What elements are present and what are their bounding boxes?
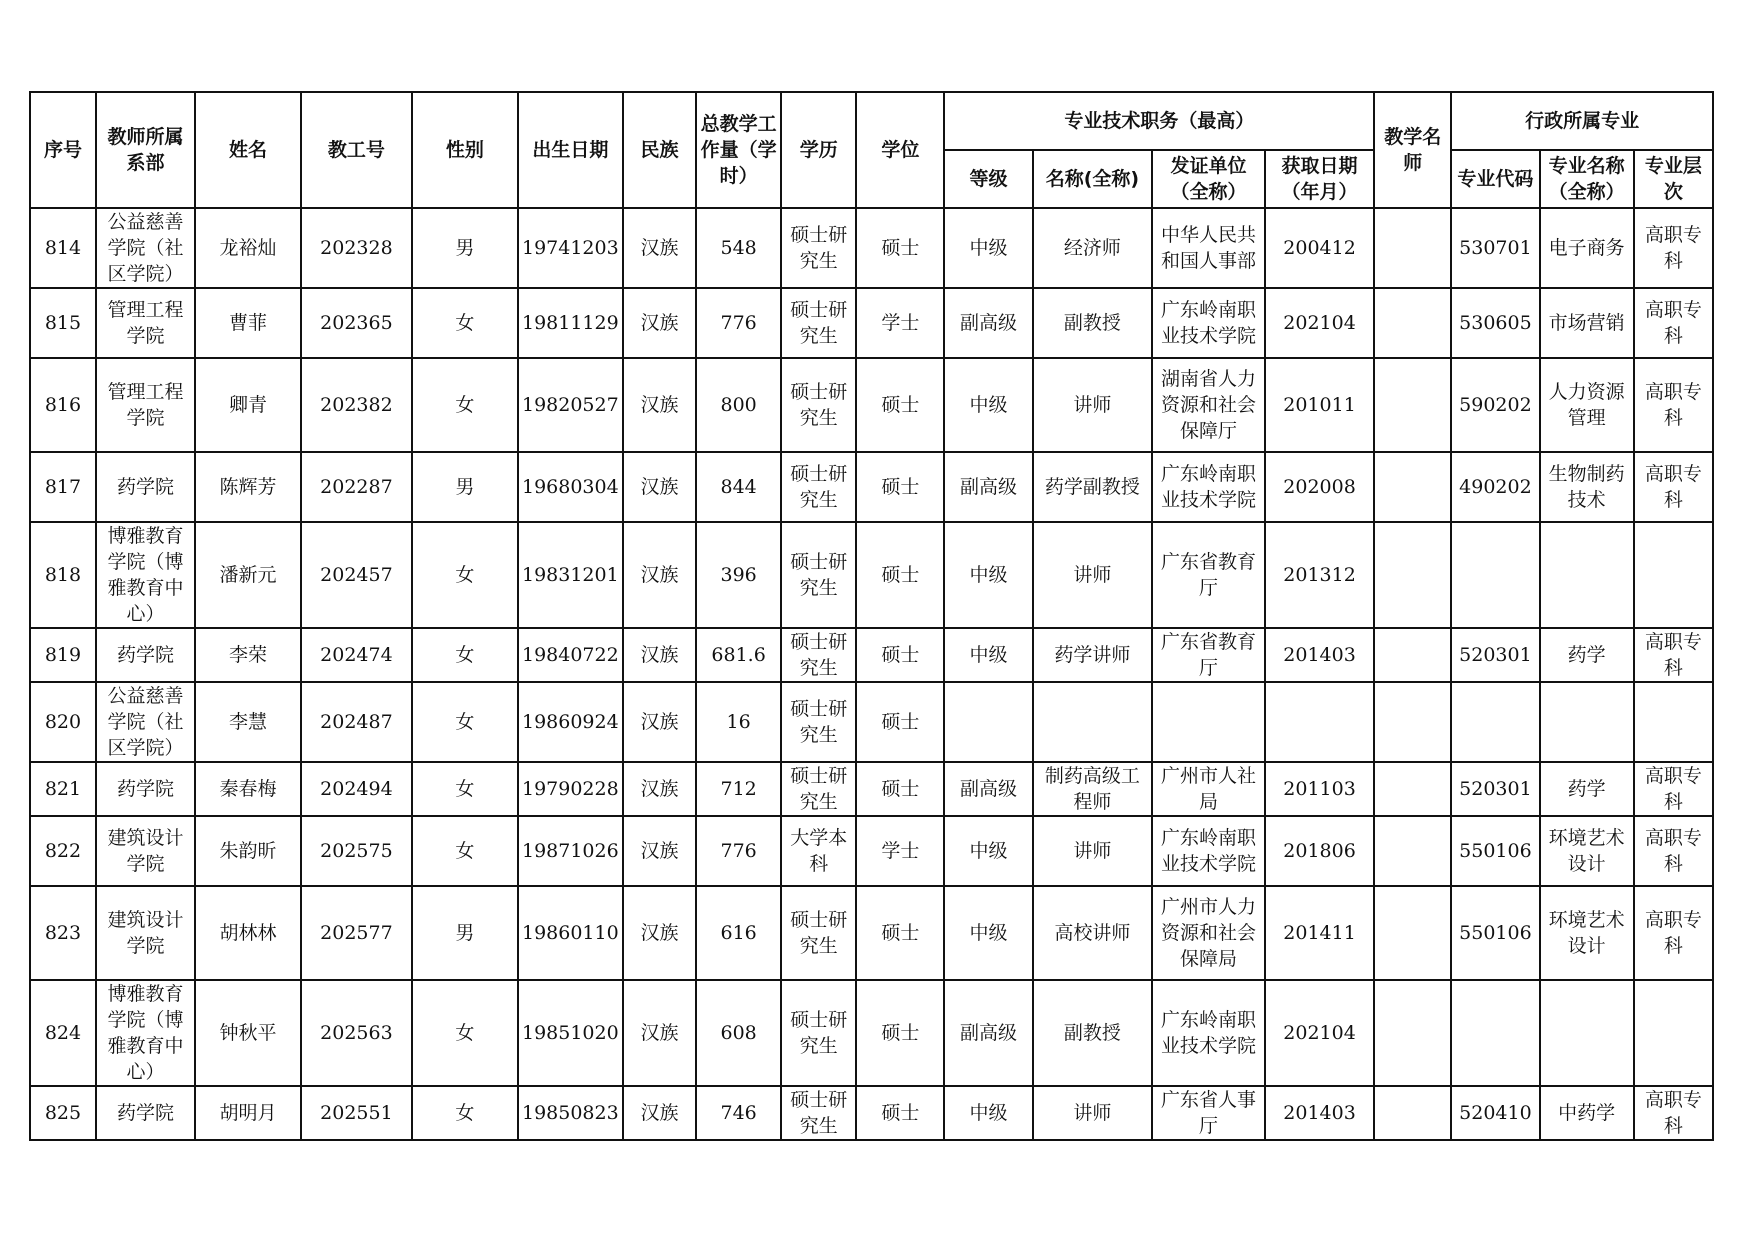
cell-major-code bbox=[1451, 682, 1539, 762]
cell-major-code: 520301 bbox=[1451, 628, 1539, 682]
cell-gender: 女 bbox=[412, 358, 517, 452]
cell-teaching-master bbox=[1374, 816, 1451, 886]
cell-major-code: 520410 bbox=[1451, 1086, 1539, 1140]
cell-ethnicity: 汉族 bbox=[623, 358, 696, 452]
table-row bbox=[30, 288, 1713, 358]
cell-department: 药学院 bbox=[96, 628, 195, 682]
cell-title-level: 中级 bbox=[944, 208, 1032, 288]
cell-teaching-master bbox=[1374, 682, 1451, 762]
cell-staff-id: 202577 bbox=[301, 886, 413, 980]
cell-ethnicity: 汉族 bbox=[623, 628, 696, 682]
cell-major-level: 高职专科 bbox=[1634, 452, 1713, 522]
cell-major-level: 高职专科 bbox=[1634, 816, 1713, 886]
header-degree: 学位 bbox=[856, 92, 944, 208]
cell-education: 硕士研究生 bbox=[781, 1086, 856, 1140]
cell-workload: 776 bbox=[696, 288, 781, 358]
table-row bbox=[30, 682, 1713, 762]
cell-staff-id: 202487 bbox=[301, 682, 413, 762]
cell-department: 管理工程学院 bbox=[96, 358, 195, 452]
cell-department: 药学院 bbox=[96, 1086, 195, 1140]
cell-seq: 824 bbox=[30, 980, 96, 1086]
header-major-level: 专业层次 bbox=[1634, 150, 1713, 208]
cell-title-level: 副高级 bbox=[944, 288, 1032, 358]
cell-education: 大学本科 bbox=[781, 816, 856, 886]
cell-workload: 396 bbox=[696, 522, 781, 628]
cell-major-level: 高职专科 bbox=[1634, 886, 1713, 980]
cell-workload: 746 bbox=[696, 1086, 781, 1140]
cell-education: 硕士研究生 bbox=[781, 452, 856, 522]
cell-education: 硕士研究生 bbox=[781, 628, 856, 682]
cell-issuer: 广州市人力资源和社会保障局 bbox=[1152, 886, 1265, 980]
cell-obtained-date: 202104 bbox=[1265, 288, 1375, 358]
cell-title-name: 药学副教授 bbox=[1033, 452, 1153, 522]
cell-ethnicity: 汉族 bbox=[623, 288, 696, 358]
cell-major-name: 生物制药技术 bbox=[1540, 452, 1634, 522]
staff-table bbox=[29, 91, 1714, 1141]
header-teaching-master: 教学名师 bbox=[1374, 92, 1451, 208]
cell-gender: 女 bbox=[412, 816, 517, 886]
cell-gender: 女 bbox=[412, 980, 517, 1086]
cell-ethnicity: 汉族 bbox=[623, 452, 696, 522]
cell-teaching-master bbox=[1374, 358, 1451, 452]
cell-obtained-date: 201312 bbox=[1265, 522, 1375, 628]
cell-seq: 815 bbox=[30, 288, 96, 358]
cell-name: 龙裕灿 bbox=[195, 208, 300, 288]
cell-major-level: 高职专科 bbox=[1634, 762, 1713, 816]
header-title-level: 等级 bbox=[944, 150, 1032, 208]
cell-issuer: 广东岭南职业技术学院 bbox=[1152, 452, 1265, 522]
cell-name: 潘新元 bbox=[195, 522, 300, 628]
cell-major-code: 530701 bbox=[1451, 208, 1539, 288]
cell-degree: 硕士 bbox=[856, 522, 944, 628]
cell-major-code: 490202 bbox=[1451, 452, 1539, 522]
cell-major-code: 590202 bbox=[1451, 358, 1539, 452]
table-body bbox=[30, 208, 1713, 1140]
cell-major-name: 药学 bbox=[1540, 762, 1634, 816]
cell-gender: 女 bbox=[412, 1086, 517, 1140]
cell-seq: 825 bbox=[30, 1086, 96, 1140]
cell-major-name bbox=[1540, 980, 1634, 1086]
cell-seq: 814 bbox=[30, 208, 96, 288]
cell-birth-date: 19840722 bbox=[518, 628, 623, 682]
cell-degree: 硕士 bbox=[856, 208, 944, 288]
cell-education: 硕士研究生 bbox=[781, 288, 856, 358]
cell-title-name: 副教授 bbox=[1033, 288, 1153, 358]
cell-major-name: 中药学 bbox=[1540, 1086, 1634, 1140]
cell-birth-date: 19850823 bbox=[518, 1086, 623, 1140]
cell-degree: 学士 bbox=[856, 288, 944, 358]
header-major-code: 专业代码 bbox=[1451, 150, 1539, 208]
cell-ethnicity: 汉族 bbox=[623, 682, 696, 762]
header-staff-id: 教工号 bbox=[301, 92, 413, 208]
cell-issuer: 广东省人事厅 bbox=[1152, 1086, 1265, 1140]
cell-department: 药学院 bbox=[96, 452, 195, 522]
cell-ethnicity: 汉族 bbox=[623, 886, 696, 980]
cell-staff-id: 202474 bbox=[301, 628, 413, 682]
cell-obtained-date: 201403 bbox=[1265, 628, 1375, 682]
cell-major-name: 环境艺术设计 bbox=[1540, 886, 1634, 980]
cell-staff-id: 202382 bbox=[301, 358, 413, 452]
header-obtained-date: 获取日期（年月） bbox=[1265, 150, 1375, 208]
cell-workload: 681.6 bbox=[696, 628, 781, 682]
cell-birth-date: 19860110 bbox=[518, 886, 623, 980]
cell-birth-date: 19741203 bbox=[518, 208, 623, 288]
cell-name: 卿青 bbox=[195, 358, 300, 452]
header-major-name: 专业名称（全称） bbox=[1540, 150, 1634, 208]
cell-title-name: 讲师 bbox=[1033, 1086, 1153, 1140]
cell-title-name bbox=[1033, 682, 1153, 762]
cell-title-level: 中级 bbox=[944, 358, 1032, 452]
header-birth-date: 出生日期 bbox=[518, 92, 623, 208]
cell-obtained-date: 200412 bbox=[1265, 208, 1375, 288]
cell-staff-id: 202563 bbox=[301, 980, 413, 1086]
cell-department: 公益慈善学院（社区学院） bbox=[96, 208, 195, 288]
cell-degree: 硕士 bbox=[856, 452, 944, 522]
cell-education: 硕士研究生 bbox=[781, 980, 856, 1086]
table-row bbox=[30, 452, 1713, 522]
cell-seq: 823 bbox=[30, 886, 96, 980]
cell-staff-id: 202551 bbox=[301, 1086, 413, 1140]
cell-ethnicity: 汉族 bbox=[623, 208, 696, 288]
cell-department: 博雅教育学院（博雅教育中心） bbox=[96, 522, 195, 628]
cell-education: 硕士研究生 bbox=[781, 522, 856, 628]
cell-name: 李慧 bbox=[195, 682, 300, 762]
cell-title-level: 副高级 bbox=[944, 452, 1032, 522]
cell-teaching-master bbox=[1374, 208, 1451, 288]
cell-name: 陈辉芳 bbox=[195, 452, 300, 522]
cell-seq: 817 bbox=[30, 452, 96, 522]
cell-teaching-master bbox=[1374, 980, 1451, 1086]
header-ethnicity: 民族 bbox=[623, 92, 696, 208]
cell-title-level: 中级 bbox=[944, 1086, 1032, 1140]
header-education: 学历 bbox=[781, 92, 856, 208]
header-seq: 序号 bbox=[30, 92, 96, 208]
cell-title-level: 中级 bbox=[944, 522, 1032, 628]
cell-major-level bbox=[1634, 980, 1713, 1086]
cell-title-name: 副教授 bbox=[1033, 980, 1153, 1086]
header-issuer: 发证单位（全称） bbox=[1152, 150, 1265, 208]
cell-major-code: 550106 bbox=[1451, 816, 1539, 886]
cell-major-name bbox=[1540, 522, 1634, 628]
cell-birth-date: 19820527 bbox=[518, 358, 623, 452]
cell-major-name: 人力资源管理 bbox=[1540, 358, 1634, 452]
cell-workload: 776 bbox=[696, 816, 781, 886]
cell-title-level: 中级 bbox=[944, 816, 1032, 886]
cell-department: 药学院 bbox=[96, 762, 195, 816]
cell-education: 硕士研究生 bbox=[781, 358, 856, 452]
cell-teaching-master bbox=[1374, 452, 1451, 522]
cell-major-code bbox=[1451, 980, 1539, 1086]
cell-staff-id: 202494 bbox=[301, 762, 413, 816]
cell-title-level: 副高级 bbox=[944, 980, 1032, 1086]
cell-major-code: 530605 bbox=[1451, 288, 1539, 358]
cell-obtained-date: 201403 bbox=[1265, 1086, 1375, 1140]
cell-birth-date: 19831201 bbox=[518, 522, 623, 628]
cell-seq: 818 bbox=[30, 522, 96, 628]
table-header bbox=[30, 92, 1713, 208]
cell-workload: 844 bbox=[696, 452, 781, 522]
cell-workload: 800 bbox=[696, 358, 781, 452]
cell-name: 朱韵昕 bbox=[195, 816, 300, 886]
cell-major-name: 环境艺术设计 bbox=[1540, 816, 1634, 886]
cell-major-name: 药学 bbox=[1540, 628, 1634, 682]
table-row bbox=[30, 886, 1713, 980]
cell-name: 曹菲 bbox=[195, 288, 300, 358]
cell-degree: 硕士 bbox=[856, 628, 944, 682]
cell-degree: 学士 bbox=[856, 816, 944, 886]
cell-birth-date: 19860924 bbox=[518, 682, 623, 762]
cell-title-name: 讲师 bbox=[1033, 816, 1153, 886]
cell-degree: 硕士 bbox=[856, 886, 944, 980]
cell-obtained-date: 201806 bbox=[1265, 816, 1375, 886]
header-title-group: 专业技术职务（最高） bbox=[944, 92, 1374, 150]
cell-staff-id: 202328 bbox=[301, 208, 413, 288]
cell-gender: 女 bbox=[412, 762, 517, 816]
table-row bbox=[30, 816, 1713, 886]
cell-issuer: 广东省教育厅 bbox=[1152, 628, 1265, 682]
cell-obtained-date bbox=[1265, 682, 1375, 762]
header-major-group: 行政所属专业 bbox=[1451, 92, 1713, 150]
cell-teaching-master bbox=[1374, 1086, 1451, 1140]
cell-major-code bbox=[1451, 522, 1539, 628]
cell-workload: 16 bbox=[696, 682, 781, 762]
header-department: 教师所属系部 bbox=[96, 92, 195, 208]
cell-seq: 822 bbox=[30, 816, 96, 886]
cell-obtained-date: 202104 bbox=[1265, 980, 1375, 1086]
cell-major-code: 520301 bbox=[1451, 762, 1539, 816]
cell-birth-date: 19790228 bbox=[518, 762, 623, 816]
cell-ethnicity: 汉族 bbox=[623, 762, 696, 816]
cell-workload: 548 bbox=[696, 208, 781, 288]
cell-gender: 男 bbox=[412, 886, 517, 980]
cell-seq: 819 bbox=[30, 628, 96, 682]
cell-birth-date: 19851020 bbox=[518, 980, 623, 1086]
cell-ethnicity: 汉族 bbox=[623, 1086, 696, 1140]
cell-issuer: 广东省教育厅 bbox=[1152, 522, 1265, 628]
table-row bbox=[30, 208, 1713, 288]
cell-teaching-master bbox=[1374, 886, 1451, 980]
cell-title-level: 中级 bbox=[944, 886, 1032, 980]
cell-major-name bbox=[1540, 682, 1634, 762]
cell-department: 建筑设计学院 bbox=[96, 886, 195, 980]
cell-birth-date: 19811129 bbox=[518, 288, 623, 358]
cell-birth-date: 19680304 bbox=[518, 452, 623, 522]
cell-major-name: 电子商务 bbox=[1540, 208, 1634, 288]
cell-gender: 女 bbox=[412, 628, 517, 682]
cell-gender: 女 bbox=[412, 288, 517, 358]
cell-department: 管理工程学院 bbox=[96, 288, 195, 358]
cell-seq: 816 bbox=[30, 358, 96, 452]
cell-major-level: 高职专科 bbox=[1634, 628, 1713, 682]
cell-title-name: 经济师 bbox=[1033, 208, 1153, 288]
cell-title-name: 药学讲师 bbox=[1033, 628, 1153, 682]
cell-seq: 820 bbox=[30, 682, 96, 762]
cell-major-level: 高职专科 bbox=[1634, 1086, 1713, 1140]
cell-name: 胡林林 bbox=[195, 886, 300, 980]
cell-ethnicity: 汉族 bbox=[623, 522, 696, 628]
cell-obtained-date: 202008 bbox=[1265, 452, 1375, 522]
cell-teaching-master bbox=[1374, 288, 1451, 358]
cell-issuer bbox=[1152, 682, 1265, 762]
cell-name: 胡明月 bbox=[195, 1086, 300, 1140]
cell-issuer: 广州市人社局 bbox=[1152, 762, 1265, 816]
cell-degree: 硕士 bbox=[856, 358, 944, 452]
cell-title-name: 讲师 bbox=[1033, 358, 1153, 452]
cell-teaching-master bbox=[1374, 628, 1451, 682]
cell-title-level: 副高级 bbox=[944, 762, 1032, 816]
cell-major-level: 高职专科 bbox=[1634, 288, 1713, 358]
cell-issuer: 广东岭南职业技术学院 bbox=[1152, 288, 1265, 358]
table-row bbox=[30, 980, 1713, 1086]
cell-staff-id: 202287 bbox=[301, 452, 413, 522]
cell-staff-id: 202457 bbox=[301, 522, 413, 628]
cell-gender: 女 bbox=[412, 682, 517, 762]
cell-major-name: 市场营销 bbox=[1540, 288, 1634, 358]
cell-degree: 硕士 bbox=[856, 682, 944, 762]
cell-issuer: 广东岭南职业技术学院 bbox=[1152, 980, 1265, 1086]
cell-degree: 硕士 bbox=[856, 1086, 944, 1140]
cell-staff-id: 202365 bbox=[301, 288, 413, 358]
cell-birth-date: 19871026 bbox=[518, 816, 623, 886]
cell-title-name: 高校讲师 bbox=[1033, 886, 1153, 980]
cell-department: 公益慈善学院（社区学院） bbox=[96, 682, 195, 762]
cell-education: 硕士研究生 bbox=[781, 682, 856, 762]
header-title-name: 名称(全称) bbox=[1033, 150, 1153, 208]
table-row bbox=[30, 762, 1713, 816]
cell-title-name: 制药高级工程师 bbox=[1033, 762, 1153, 816]
cell-title-name: 讲师 bbox=[1033, 522, 1153, 628]
table-row bbox=[30, 522, 1713, 628]
cell-title-level: 中级 bbox=[944, 628, 1032, 682]
cell-title-level bbox=[944, 682, 1032, 762]
table-row bbox=[30, 1086, 1713, 1140]
cell-workload: 712 bbox=[696, 762, 781, 816]
cell-issuer: 湖南省人力资源和社会保障厅 bbox=[1152, 358, 1265, 452]
header-gender: 性别 bbox=[412, 92, 517, 208]
cell-major-code: 550106 bbox=[1451, 886, 1539, 980]
cell-workload: 616 bbox=[696, 886, 781, 980]
cell-seq: 821 bbox=[30, 762, 96, 816]
cell-obtained-date: 201411 bbox=[1265, 886, 1375, 980]
cell-name: 李荣 bbox=[195, 628, 300, 682]
cell-name: 钟秋平 bbox=[195, 980, 300, 1086]
cell-department: 建筑设计学院 bbox=[96, 816, 195, 886]
cell-major-level: 高职专科 bbox=[1634, 208, 1713, 288]
cell-staff-id: 202575 bbox=[301, 816, 413, 886]
header-name: 姓名 bbox=[195, 92, 300, 208]
cell-major-level bbox=[1634, 682, 1713, 762]
table-row bbox=[30, 628, 1713, 682]
cell-gender: 女 bbox=[412, 522, 517, 628]
cell-teaching-master bbox=[1374, 762, 1451, 816]
cell-ethnicity: 汉族 bbox=[623, 980, 696, 1086]
cell-obtained-date: 201011 bbox=[1265, 358, 1375, 452]
cell-issuer: 中华人民共和国人事部 bbox=[1152, 208, 1265, 288]
cell-degree: 硕士 bbox=[856, 980, 944, 1086]
cell-gender: 男 bbox=[412, 208, 517, 288]
cell-name: 秦春梅 bbox=[195, 762, 300, 816]
cell-degree: 硕士 bbox=[856, 762, 944, 816]
cell-education: 硕士研究生 bbox=[781, 886, 856, 980]
cell-major-level: 高职专科 bbox=[1634, 358, 1713, 452]
cell-education: 硕士研究生 bbox=[781, 762, 856, 816]
cell-education: 硕士研究生 bbox=[781, 208, 856, 288]
cell-ethnicity: 汉族 bbox=[623, 816, 696, 886]
table-row bbox=[30, 358, 1713, 452]
cell-gender: 男 bbox=[412, 452, 517, 522]
cell-department: 博雅教育学院（博雅教育中心） bbox=[96, 980, 195, 1086]
cell-workload: 608 bbox=[696, 980, 781, 1086]
cell-teaching-master bbox=[1374, 522, 1451, 628]
cell-obtained-date: 201103 bbox=[1265, 762, 1375, 816]
cell-major-level bbox=[1634, 522, 1713, 628]
cell-issuer: 广东岭南职业技术学院 bbox=[1152, 816, 1265, 886]
header-workload: 总教学工作量（学时） bbox=[696, 92, 781, 208]
